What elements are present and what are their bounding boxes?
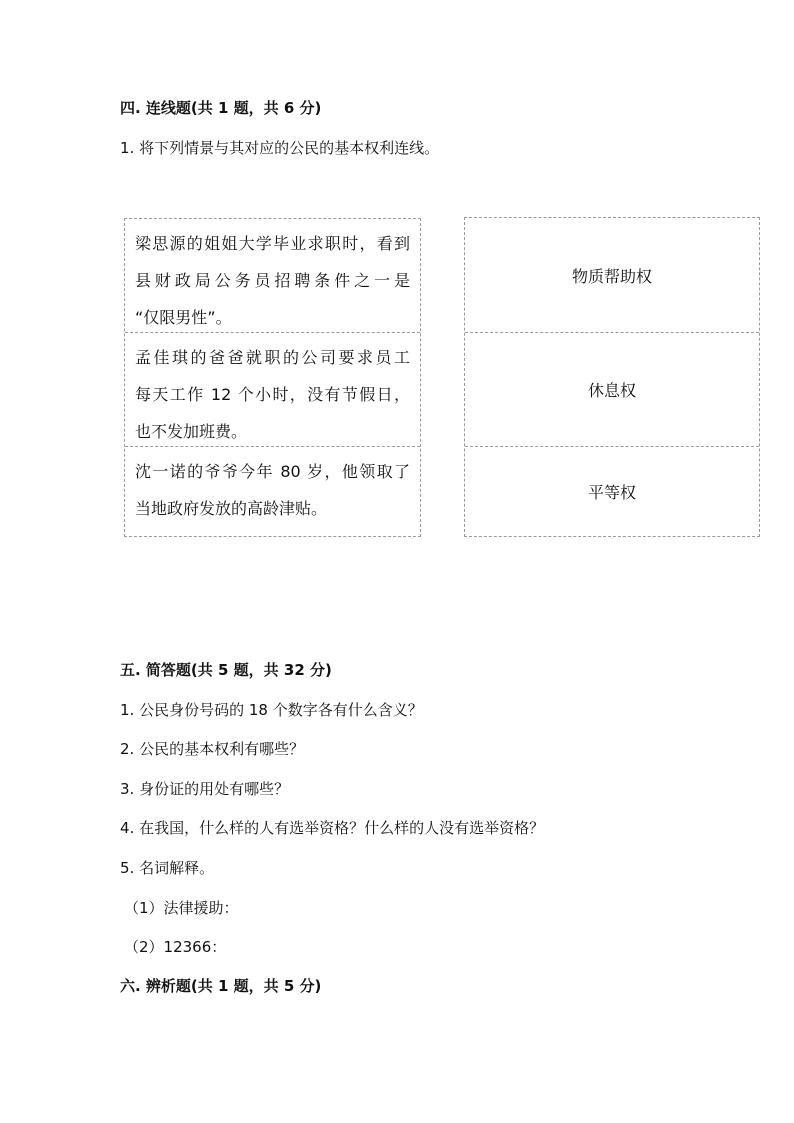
section5-question-2: 2. 公民的基本权利有哪些？	[120, 740, 305, 758]
section5-heading: 五. 简答题(共 5 题，共 32 分)	[120, 661, 332, 679]
left-item-2	[125, 333, 420, 447]
section5-question-1: 1. 公民身份号码的 18 个数字各有什么含义？	[120, 701, 423, 719]
left-item-2-line-2: 每天工作 12 个小时，没有节假日，	[135, 385, 410, 404]
left-item-1-line-1: 梁思源的姐姐大学毕业求职时，看到	[135, 234, 410, 253]
right-item-1	[465, 218, 759, 333]
section4-question: 1. 将下列情景与其对应的公民的基本权利连线。	[120, 139, 440, 157]
left-item-1-line-3: “仅限男性”。	[135, 308, 232, 327]
left-item-2-line-3: 也不发加班费。	[135, 422, 248, 441]
right-column-box	[464, 217, 760, 537]
section5-question-5: 5. 名词解释。	[120, 859, 215, 877]
left-item-3-line-2: 当地政府发放的高龄津贴。	[135, 499, 328, 518]
section5-question-4: 4. 在我国，什么样的人有选举资格？什么样的人没有选举资格？	[120, 819, 545, 837]
left-item-3	[125, 447, 420, 536]
left-item-3-line-1: 沈一诺的爷爷今年 80 岁，他领取了	[135, 462, 410, 481]
section5-subitem-1: （1）法律援助：	[124, 899, 239, 917]
left-item-2-line-1: 孟佳琪的爸爸就职的公司要求员工	[135, 348, 410, 367]
section5-question-3: 3. 身份证的用处有哪些？	[120, 780, 290, 798]
section6-heading: 六. 辨析题(共 1 题，共 5 分)	[120, 977, 322, 995]
right-item-2-label: 休息权	[587, 381, 636, 400]
right-item-3	[465, 447, 759, 536]
right-item-3-label: 平等权	[587, 483, 636, 502]
left-item-1	[125, 219, 420, 333]
section4-heading: 四. 连线题(共 1 题，共 6 分)	[120, 99, 322, 117]
right-item-1-label: 物质帮助权	[571, 266, 652, 286]
right-item-2	[465, 333, 759, 447]
section5-subitem-2: （2）12366：	[124, 938, 227, 956]
left-item-1-line-2: 县财政局公务员招聘条件之一是	[135, 271, 410, 290]
left-column-box	[124, 218, 421, 537]
